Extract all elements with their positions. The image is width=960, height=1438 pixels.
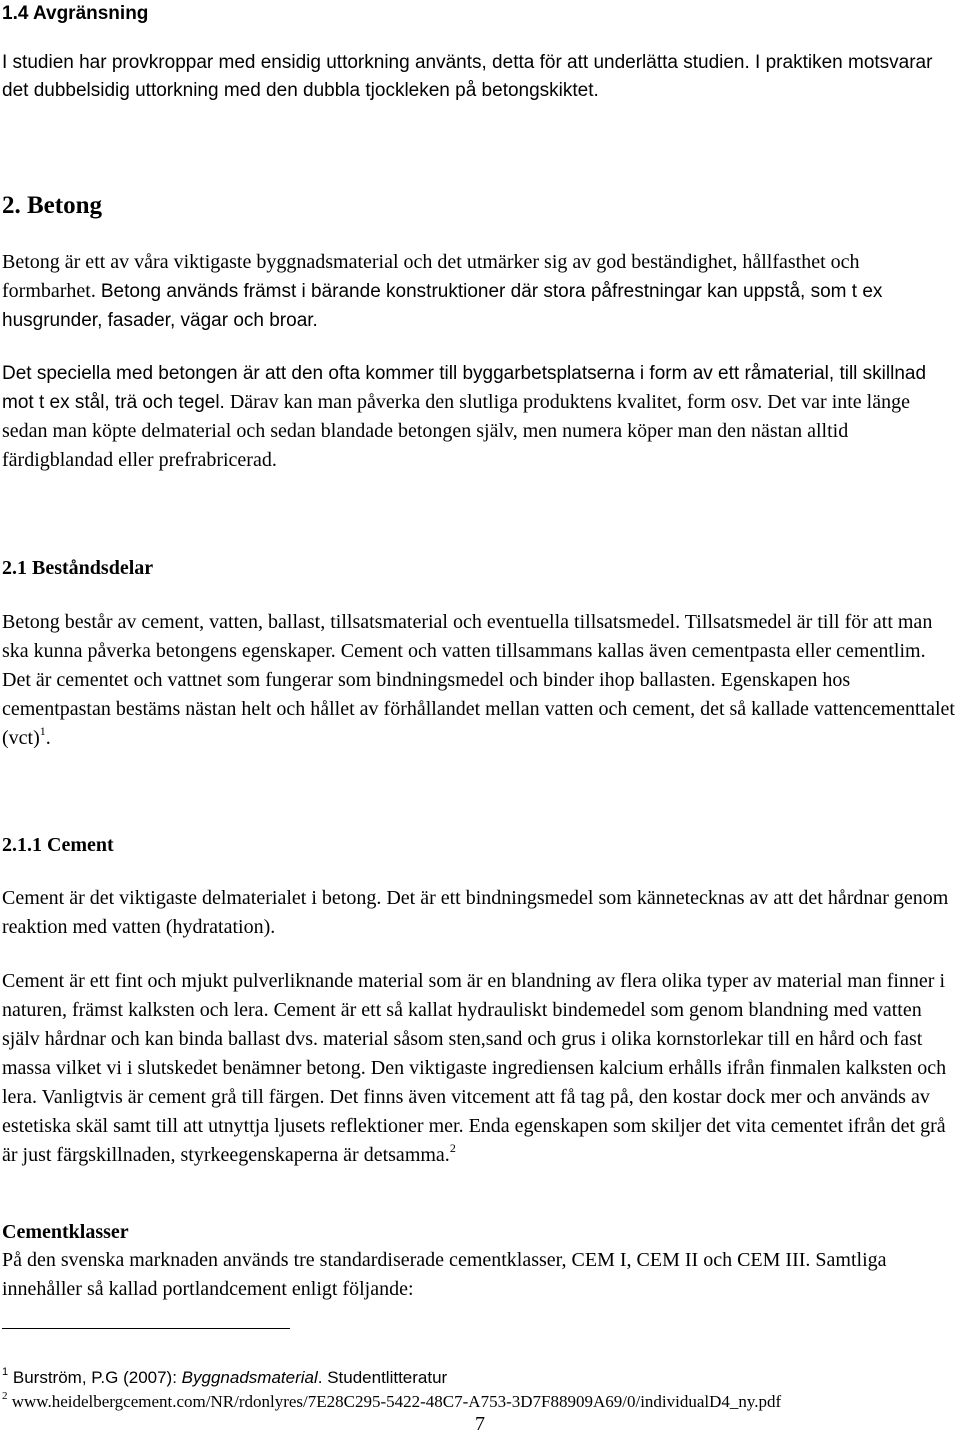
text-period: . [45,727,51,749]
paragraph-cement-1: Cement är det viktigaste delmaterialet i betong. Det är ett bindningsmedel som kännetecknas av att det hårdnar genom reaktion med vatten (hydratation). [2,887,949,938]
section-heading-1-4: 1.4 Avgränsning [2,3,149,24]
footnote-ref-2: 2 [449,1141,456,1155]
footnote-ref-1: 1 [39,724,46,738]
footnote-1 [2,1367,958,1389]
footnote-1-rest: . Studentlitteratur [317,1368,448,1387]
text-betong-1a: Betong är ett av våra viktigaste byggnadsmaterial och det utmärker sig av god beständighet, hållfasthet och formbarhet. [2,251,860,302]
text-betong-2a: Det speciella med betongen är att den ofta kommer till byggarbetsplatserna i form av ett råmaterial, till skillnad mot t ex stål, trä och tegel. [2,363,927,413]
page-number: 7 [475,1413,485,1435]
paragraph-betong-intro [2,248,958,335]
subheading-cementklasser: Cementklasser [2,1221,129,1243]
footnote-1-author: Burström, P.G (2007): [12,1368,182,1387]
section-heading-2-1-1: 2.1.1 Cement [2,834,114,856]
footnote-2-number: 2 [2,1390,8,1402]
text-bestandsdelar: Betong består av cement, vatten, ballast, tillsatsmaterial och eventuella tillsatsmedel. Tillsatsmedel är till för att man ska kunna påverka betongens egenskaper. Cement och vatten tillsammans kallas även cementpasta eller cementlim. Det är cementet och vattnet som fungerar som bindningsmedel och binder ihop ballasten. Egenskapen hos cementpastan bestäms nästan helt och hållet av förhållandet mellan vatten och cement, det så kallade vattencementtalet (vct) [2,611,955,749]
text-betong-2b: Därav kan man påverka den slutliga produktens kvalitet, form osv. [229,391,763,413]
section-heading-2: 2. Betong [2,192,102,219]
paragraph-avgransning: I studien har provkroppar med ensidig uttorkning använts, detta för att underlätta studien. I praktiken motsvarar det dubbelsidig uttorkning med den dubbla tjockleken på betongskiktet. [2,52,933,101]
paragraph-cementklasser: På den svenska marknaden används tre standardiserade cementklasser, CEM I, CEM II och CEM III. Samtliga innehåller så kallad portlandcement enligt följande: [2,1249,887,1300]
footnote-1-title: Byggnadsmaterial [181,1368,318,1387]
footnote-2-url: www.heidelbergcement.com/NR/rdonlyres/7E28C295-5422-48C7-A753-3D7F88909A69/0/individualD4_ny.pdf [11,1392,782,1411]
paragraph-betong-speciella [2,359,958,475]
section-heading-2-1: 2.1 Beståndsdelar [2,557,154,579]
text-betong-1b: Betong används främst i bärande konstruktioner där stora påfrestningar kan uppstå, som t ex husgrunder, fasader, vägar och broar. [2,281,883,331]
footnote-1-number: 1 [2,1366,9,1378]
footnote-separator [2,1328,290,1329]
paragraph-cement-2 [2,967,958,1170]
text-cement-2: Cement är ett fint och mjukt pulverliknande material som är en blandning av flera olika typer av material man finner i naturen, främst kalksten och lera. Cement är ett så kallat hydrauliskt bindemedel som genom blandning med vatten själv hårdnar och kan binda ballast dvs. material såsom sten,sand och grus i olika kornstorlekar till en hård och fast massa vilket vi i slutskedet benämner betong. Den viktigaste ingrediensen kalcium erhålls ifrån finmalen kalksten och lera. Vanligtvis är cement grå till färgen. Det finns även vitcement att få tag på, den kostar dock mer och används av estetiska skäl samt till att utnyttja ljusets reflektioner mer. Enda egenskapen som skiljer det vita cementet ifrån det grå är just färgskillnaden, styrkeegenskaperna är detsamma. [2,970,947,1166]
text-betong-2c: Det var inte länge sedan man köpte delmaterial och sedan blandade betongen själv, men numera köper man den nästan alltid färdigblandad eller prefrabricerad. [2,391,910,471]
paragraph-bestandsdelar [2,608,958,753]
footnote-2 [2,1391,958,1413]
